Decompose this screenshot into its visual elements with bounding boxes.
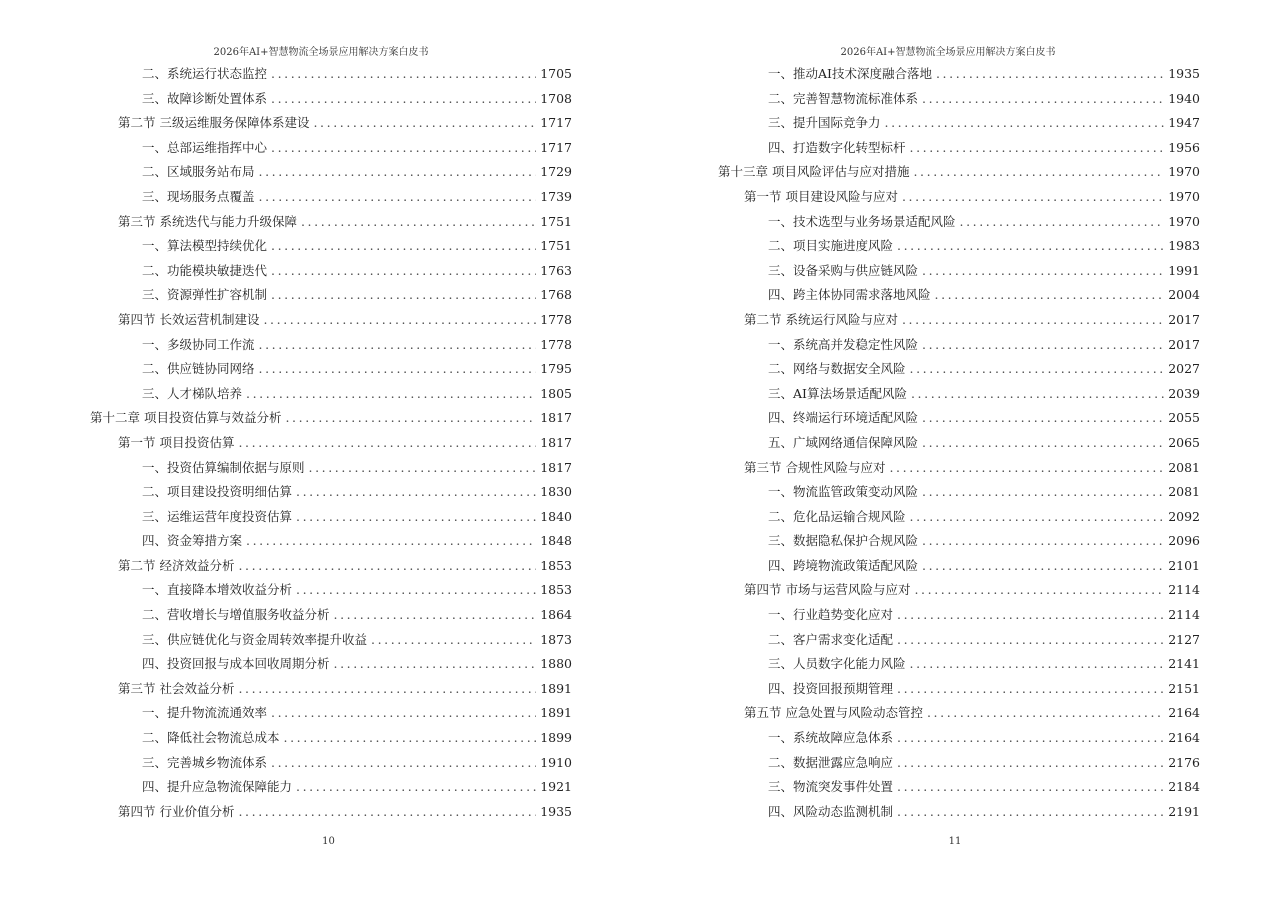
toc-entry-title: 第三节 系统迭代与能力升级保障	[118, 213, 297, 229]
toc-entry-item[interactable]	[632, 382, 1264, 407]
toc-entry-section[interactable]	[632, 578, 1264, 603]
toc-entry-page: 1947	[1168, 115, 1200, 131]
toc-entry-page: 1817	[540, 410, 572, 426]
toc-dot-leader	[897, 800, 1164, 825]
toc-entry-page: 1739	[540, 188, 572, 204]
right-page	[632, 0, 1264, 898]
toc-entry-title: 二、项目实施进度风险	[768, 238, 894, 254]
toc-entry-item[interactable]	[0, 333, 632, 358]
toc-entry-section[interactable]	[0, 677, 632, 702]
toc-entry-item[interactable]	[632, 726, 1264, 751]
toc-dot-leader	[897, 234, 1164, 259]
toc-dot-leader	[913, 160, 1164, 185]
toc-entry-title: 一、系统高并发稳定性风险	[768, 336, 919, 352]
toc-entry-title: 三、完善城乡物流体系	[142, 754, 268, 770]
toc-entry-item[interactable]	[0, 603, 632, 628]
toc-dot-leader	[889, 456, 1164, 481]
toc-entry-item[interactable]	[0, 62, 632, 87]
toc-entry-item[interactable]	[632, 775, 1264, 800]
toc-dot-leader	[910, 357, 1165, 382]
toc-entry-title: 四、风险动态监测机制	[768, 803, 894, 819]
toc-dot-leader	[910, 652, 1165, 677]
toc-dot-leader	[259, 357, 537, 382]
toc-dot-leader	[897, 628, 1164, 653]
toc-entry-item[interactable]	[632, 505, 1264, 530]
toc-entry-item[interactable]	[632, 136, 1264, 161]
toc-entry-section[interactable]	[632, 185, 1264, 210]
toc-entry-item[interactable]	[632, 603, 1264, 628]
toc-entry-item[interactable]	[632, 677, 1264, 702]
toc-entry-title: 三、资源弹性扩容机制	[142, 287, 268, 303]
toc-dot-leader	[910, 136, 1165, 161]
toc-entry-item[interactable]	[0, 185, 632, 210]
toc-entry-section[interactable]	[0, 431, 632, 456]
toc-entry-title: 三、物流突发事件处置	[768, 779, 894, 795]
toc-dot-leader	[296, 775, 536, 800]
toc-dot-leader	[922, 406, 1164, 431]
toc-entry-title: 二、网络与数据安全风险	[768, 361, 906, 377]
toc-entry-page: 1899	[540, 730, 572, 746]
toc-entry-page: 1891	[540, 705, 572, 721]
toc-entry-title: 第二节 系统运行风险与应对	[744, 311, 898, 327]
toc-dot-leader	[910, 505, 1165, 530]
toc-entry-title: 五、广域网络通信保障风险	[768, 434, 919, 450]
toc-dot-leader	[922, 431, 1164, 456]
toc-entry-page: 1991	[1168, 262, 1200, 278]
toc-entry-page: 1935	[540, 803, 572, 819]
toc-entry-page: 2055	[1168, 410, 1200, 426]
toc-dot-leader	[371, 628, 536, 653]
toc-entry-item[interactable]	[632, 751, 1264, 776]
toc-entry-page: 1848	[540, 533, 572, 549]
toc-entry-page: 2141	[1168, 656, 1200, 672]
toc-entry-page: 1751	[540, 238, 572, 254]
toc-dot-leader	[271, 283, 536, 308]
toc-entry-page: 1717	[540, 139, 572, 155]
toc-entry-page: 2191	[1168, 803, 1200, 819]
toc-entry-title: 二、完善智慧物流标准体系	[768, 90, 919, 106]
toc-dot-leader	[902, 185, 1164, 210]
toc-entry-page: 1705	[540, 66, 572, 81]
toc-entry-page: 1864	[540, 607, 572, 623]
toc-entry-section[interactable]	[0, 111, 632, 136]
toc-entry-title: 三、设备采购与供应链风险	[768, 262, 919, 278]
toc-entry-item[interactable]	[0, 505, 632, 530]
toc-entry-page: 2096	[1168, 533, 1200, 549]
toc-entry-title: 三、运维运营年度投资估算	[142, 508, 293, 524]
toc-dot-leader	[238, 677, 536, 702]
toc-entry-page: 2017	[1168, 336, 1200, 352]
toc-dot-leader	[922, 554, 1164, 579]
toc-entry-title: 四、打造数字化转型标杆	[768, 139, 906, 155]
toc-entry-title: 三、供应链优化与资金周转效率提升收益	[142, 631, 368, 647]
toc-entry-item[interactable]	[0, 234, 632, 259]
toc-entry-title: 第三节 社会效益分析	[118, 680, 235, 696]
toc-entry-section[interactable]	[0, 554, 632, 579]
toc-dot-leader	[935, 283, 1165, 308]
toc-entry-section[interactable]	[0, 800, 632, 825]
toc-entry-title: 四、跨主体协同需求落地风险	[768, 287, 931, 303]
toc-entry-item[interactable]	[632, 333, 1264, 358]
toc-dot-leader	[922, 529, 1164, 554]
toc-dot-leader	[922, 333, 1164, 358]
toc-entry-page: 2164	[1168, 730, 1200, 746]
toc-entry-page: 2004	[1168, 287, 1200, 303]
toc-dot-leader	[296, 578, 536, 603]
toc-entry-title: 第一节 项目投资估算	[118, 434, 235, 450]
toc-entry-page: 2176	[1168, 754, 1200, 770]
toc-entry-title: 二、系统运行状态监控	[142, 66, 268, 81]
toc-entry-title: 二、客户需求变化适配	[768, 631, 894, 647]
toc-dot-leader	[246, 529, 536, 554]
toc-entry-page: 1763	[540, 262, 572, 278]
toc-dot-leader	[271, 62, 536, 87]
toc-dot-leader	[309, 456, 537, 481]
toc-entry-item[interactable]	[0, 701, 632, 726]
toc-entry-item[interactable]	[632, 406, 1264, 431]
toc-entry-title: 一、直接降本增效收益分析	[142, 582, 293, 598]
toc-entry-page: 2164	[1168, 705, 1200, 721]
toc-entry-title: 第五节 应急处置与风险动态管控	[744, 705, 923, 721]
toc-entry-title: 第十三章 项目风险评估与应对措施	[718, 164, 910, 180]
toc-entry-item[interactable]	[0, 136, 632, 161]
toc-entry-page: 1717	[540, 115, 572, 131]
toc-entry-page: 1853	[540, 557, 572, 573]
toc-entry-title: 一、总部运维指挥中心	[142, 139, 268, 155]
toc-entry-page: 1729	[540, 164, 572, 180]
toc-entry-item[interactable]	[0, 775, 632, 800]
toc-entry-page: 2081	[1168, 484, 1200, 500]
toc-entry-title: 三、数据隐私保护合规风险	[768, 533, 919, 549]
toc-entry-page: 2092	[1168, 508, 1200, 524]
toc-entry-section[interactable]	[632, 308, 1264, 333]
toc-dot-leader	[897, 775, 1164, 800]
left-page	[0, 0, 632, 898]
toc-dot-leader	[238, 800, 536, 825]
toc-entry-item[interactable]	[632, 259, 1264, 284]
toc-entry-title: 第四节 行业价值分析	[118, 803, 235, 819]
toc-entry-title: 二、数据泄露应急响应	[768, 754, 894, 770]
toc-dot-leader	[296, 505, 536, 530]
toc-entry-item[interactable]	[632, 62, 1264, 87]
toc-entry-item[interactable]	[0, 529, 632, 554]
toc-entry-page: 1778	[540, 311, 572, 327]
toc-dot-leader	[259, 160, 537, 185]
toc-entry-title: 一、行业趋势变化应对	[768, 607, 894, 623]
toc-dot-leader	[922, 259, 1164, 284]
toc-dot-leader	[914, 578, 1164, 603]
toc-entry-title: 一、物流监管政策变动风险	[768, 484, 919, 500]
toc-dot-leader	[897, 603, 1164, 628]
toc-entry-title: 三、AI算法场景适配风险	[768, 385, 907, 401]
toc-dot-leader	[246, 382, 536, 407]
toc-entry-title: 四、资金筹措方案	[142, 533, 243, 549]
toc-entry-page: 1795	[540, 361, 572, 377]
toc-dot-leader	[936, 62, 1164, 87]
toc-entry-page: 1970	[1168, 213, 1200, 229]
toc-entry-page: 1751	[540, 213, 572, 229]
toc-entry-title: 四、跨境物流政策适配风险	[768, 557, 919, 573]
page-number: 11	[948, 836, 962, 847]
toc-dot-leader	[271, 87, 536, 112]
toc-entry-page: 1708	[540, 90, 572, 106]
toc-entry-item[interactable]	[0, 578, 632, 603]
toc-entry-page: 1956	[1168, 139, 1200, 155]
toc-entry-page: 1805	[540, 385, 572, 401]
toc-entry-title: 三、提升国际竞争力	[768, 115, 881, 131]
toc-entry-item[interactable]	[0, 283, 632, 308]
toc-entry-item[interactable]	[632, 234, 1264, 259]
toc-entry-item[interactable]	[632, 529, 1264, 554]
toc-entry-page: 1910	[540, 754, 572, 770]
toc-dot-leader	[271, 234, 536, 259]
toc-entry-page: 2017	[1168, 311, 1200, 327]
toc-entry-page: 1768	[540, 287, 572, 303]
toc-entry-title: 二、区域服务站布局	[142, 164, 255, 180]
toc-entry-title: 第二节 经济效益分析	[118, 557, 235, 573]
toc-entry-item[interactable]	[632, 431, 1264, 456]
toc-entry-title: 二、供应链协同网络	[142, 361, 255, 377]
toc-entry-title: 四、提升应急物流保障能力	[142, 779, 293, 795]
toc-entry-item[interactable]	[632, 480, 1264, 505]
toc-entry-item[interactable]	[0, 726, 632, 751]
toc-entry-title: 三、故障诊断处置体系	[142, 90, 268, 106]
toc-dot-leader	[897, 677, 1164, 702]
running-header: 2026年AI+智慧物流全场景应用解决方案白皮书	[840, 47, 1056, 58]
toc-entry-page: 1840	[540, 508, 572, 524]
toc-entry-page: 2114	[1168, 607, 1200, 623]
toc-entry-page: 1891	[540, 680, 572, 696]
running-header: 2026年AI+智慧物流全场景应用解决方案白皮书	[213, 47, 429, 58]
toc-dot-leader	[263, 308, 536, 333]
toc-entry-section[interactable]	[0, 210, 632, 235]
toc-dot-leader	[259, 185, 537, 210]
toc-dot-leader	[284, 726, 537, 751]
toc-entry-page: 2184	[1168, 779, 1200, 795]
toc-entry-page: 1970	[1168, 164, 1200, 180]
toc-entry-item[interactable]	[632, 87, 1264, 112]
toc-entry-item[interactable]	[0, 382, 632, 407]
toc-dot-leader	[271, 751, 536, 776]
toc-entry-page: 2039	[1168, 385, 1200, 401]
toc-entry-title: 第四节 长效运营机制建设	[118, 311, 260, 327]
toc-entry-chapter[interactable]	[0, 406, 632, 431]
toc-entry-chapter[interactable]	[632, 160, 1264, 185]
toc-entry-title: 一、多级协同工作流	[142, 336, 255, 352]
toc-entry-page: 1921	[540, 779, 572, 795]
toc-dot-leader	[922, 480, 1164, 505]
page-number: 10	[322, 836, 335, 847]
toc-entry-item[interactable]	[0, 480, 632, 505]
toc-entry-item[interactable]	[0, 259, 632, 284]
toc-entry-item[interactable]	[632, 652, 1264, 677]
toc-entry-page: 1983	[1168, 238, 1200, 254]
toc-entry-title: 二、危化品运输合规风险	[768, 508, 906, 524]
toc-entry-item[interactable]	[632, 628, 1264, 653]
toc-entry-item[interactable]	[0, 456, 632, 481]
toc-entry-page: 1853	[540, 582, 572, 598]
toc-entry-page: 2101	[1168, 557, 1200, 573]
toc-dot-leader	[271, 701, 536, 726]
toc-entry-title: 二、营收增长与增值服务收益分析	[142, 607, 330, 623]
toc-entry-page: 2127	[1168, 631, 1200, 647]
toc-entry-title: 第二节 三级运维服务保障体系建设	[118, 115, 310, 131]
toc-entry-page: 1935	[1168, 66, 1200, 81]
toc-dot-leader	[960, 210, 1165, 235]
table-of-contents	[0, 62, 632, 824]
toc-entry-title: 四、投资回报与成本回收周期分析	[142, 656, 330, 672]
toc-dot-leader	[897, 751, 1164, 776]
toc-entry-item[interactable]	[0, 751, 632, 776]
table-of-contents	[632, 62, 1264, 824]
toc-entry-page: 2065	[1168, 434, 1200, 450]
toc-entry-title: 第三节 合规性风险与应对	[744, 459, 886, 475]
toc-entry-title: 第一节 项目建设风险与应对	[744, 188, 898, 204]
toc-entry-page: 1880	[540, 656, 572, 672]
toc-entry-item[interactable]	[632, 210, 1264, 235]
toc-entry-item[interactable]	[0, 87, 632, 112]
toc-entry-page: 1970	[1168, 188, 1200, 204]
toc-entry-section[interactable]	[632, 456, 1264, 481]
toc-entry-title: 一、技术选型与业务场景适配风险	[768, 213, 956, 229]
toc-entry-title: 四、终端运行环境适配风险	[768, 410, 919, 426]
toc-dot-leader	[922, 87, 1164, 112]
toc-entry-title: 三、人才梯队培养	[142, 385, 243, 401]
toc-entry-page: 2081	[1168, 459, 1200, 475]
toc-dot-leader	[238, 431, 536, 456]
toc-entry-page: 1778	[540, 336, 572, 352]
toc-entry-title: 一、算法模型持续优化	[142, 238, 268, 254]
toc-entry-page: 1817	[540, 434, 572, 450]
toc-entry-page: 2151	[1168, 680, 1200, 696]
toc-entry-title: 二、项目建设投资明细估算	[142, 484, 293, 500]
toc-entry-section[interactable]	[632, 701, 1264, 726]
toc-entry-page: 1940	[1168, 90, 1200, 106]
toc-entry-title: 二、降低社会物流总成本	[142, 730, 280, 746]
toc-entry-page: 1817	[540, 459, 572, 475]
toc-entry-page: 1873	[540, 631, 572, 647]
toc-entry-page: 2027	[1168, 361, 1200, 377]
toc-entry-item[interactable]	[0, 628, 632, 653]
toc-dot-leader	[897, 726, 1164, 751]
toc-entry-title: 第四节 市场与运营风险与应对	[744, 582, 911, 598]
toc-dot-leader	[271, 259, 536, 284]
toc-entry-title: 三、现场服务点覆盖	[142, 188, 255, 204]
toc-entry-item[interactable]	[632, 554, 1264, 579]
toc-entry-item[interactable]	[0, 160, 632, 185]
toc-entry-title: 三、人员数字化能力风险	[768, 656, 906, 672]
toc-dot-leader	[902, 308, 1164, 333]
toc-dot-leader	[885, 111, 1165, 136]
toc-dot-leader	[238, 554, 536, 579]
toc-entry-section[interactable]	[0, 308, 632, 333]
toc-entry-page: 1830	[540, 484, 572, 500]
toc-dot-leader	[259, 333, 537, 358]
toc-entry-item[interactable]	[632, 357, 1264, 382]
toc-entry-item[interactable]	[0, 357, 632, 382]
toc-dot-leader	[334, 603, 537, 628]
toc-entry-item[interactable]	[632, 800, 1264, 825]
toc-entry-item[interactable]	[0, 652, 632, 677]
toc-entry-title: 二、功能模块敏捷迭代	[142, 262, 268, 278]
toc-dot-leader	[334, 652, 537, 677]
toc-entry-title: 一、系统故障应急体系	[768, 730, 894, 746]
toc-entry-page: 2114	[1168, 582, 1200, 598]
toc-dot-leader	[285, 406, 536, 431]
toc-dot-leader	[927, 701, 1164, 726]
toc-dot-leader	[313, 111, 536, 136]
toc-dot-leader	[271, 136, 536, 161]
toc-dot-leader	[911, 382, 1164, 407]
toc-entry-title: 四、投资回报预期管理	[768, 680, 894, 696]
toc-entry-title: 一、推动AI技术深度融合落地	[768, 66, 932, 81]
toc-entry-title: 第十二章 项目投资估算与效益分析	[90, 410, 282, 426]
toc-entry-title: 一、提升物流流通效率	[142, 705, 268, 721]
toc-entry-item[interactable]	[632, 111, 1264, 136]
toc-dot-leader	[296, 480, 536, 505]
toc-entry-title: 一、投资估算编制依据与原则	[142, 459, 305, 475]
toc-entry-item[interactable]	[632, 283, 1264, 308]
toc-dot-leader	[301, 210, 536, 235]
